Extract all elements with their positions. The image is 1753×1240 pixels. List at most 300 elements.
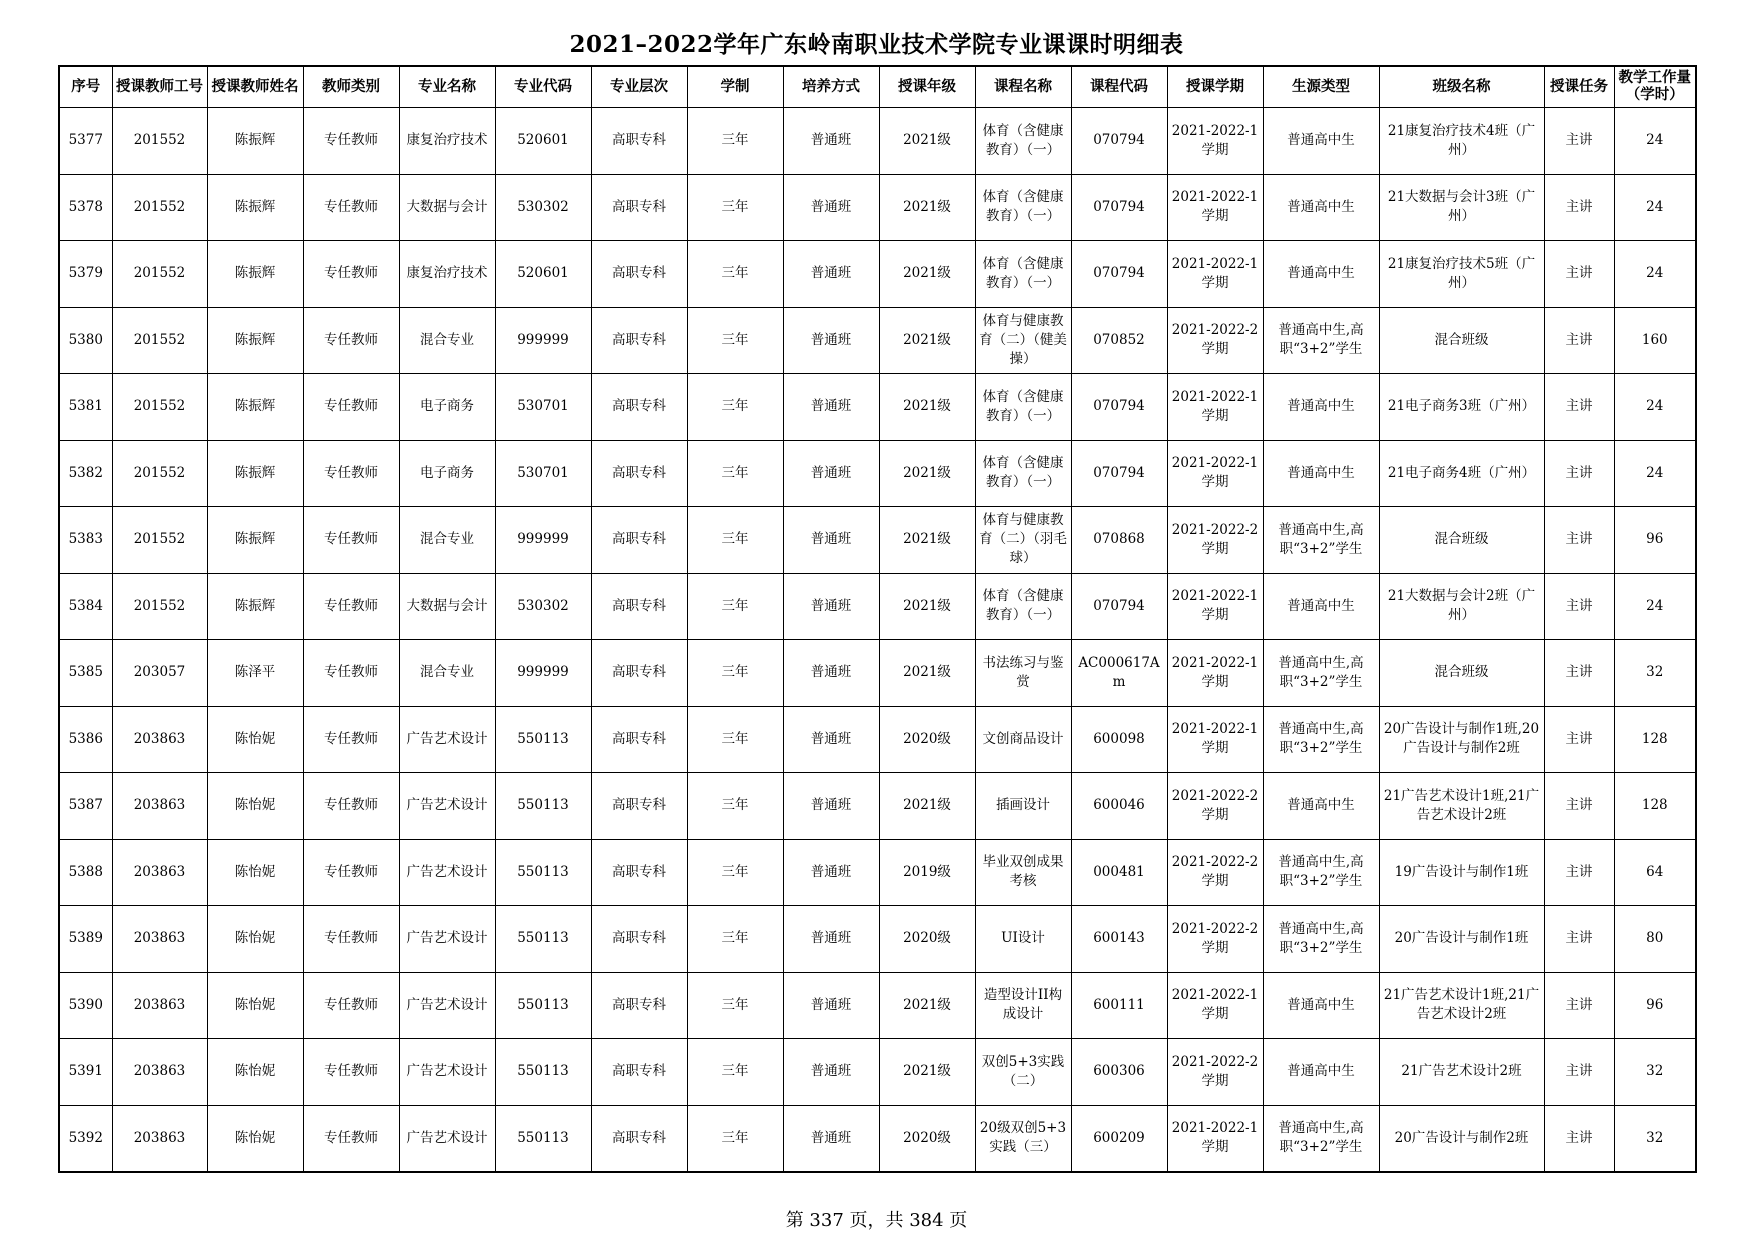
- table-row: [59, 440, 1696, 507]
- seq-cell: 5381: [59, 374, 112, 441]
- teacher-name-cell: 陈怡妮: [207, 1039, 303, 1106]
- seq-cell: 5383: [59, 507, 112, 574]
- table-row: [59, 773, 1696, 840]
- major-code-cell: 520601: [495, 241, 591, 308]
- training-mode-cell: 普通班: [783, 972, 879, 1039]
- course-code-cell: 070794: [1071, 108, 1167, 175]
- grade-cell: 2021级: [879, 640, 975, 707]
- level-cell: 高职专科: [591, 706, 687, 773]
- teacher-name-cell: 陈怡妮: [207, 706, 303, 773]
- workload-cell: 80: [1614, 906, 1696, 973]
- column-header: 学制: [687, 66, 783, 108]
- teacher-name-cell: 陈振辉: [207, 440, 303, 507]
- workload-cell: 128: [1614, 706, 1696, 773]
- term-cell: 2021-2022-2学期: [1167, 1039, 1263, 1106]
- page-title: 2021–2022学年广东岭南职业技术学院专业课课时明细表: [569, 31, 1184, 58]
- level-cell: 高职专科: [591, 839, 687, 906]
- training-mode-cell: 普通班: [783, 906, 879, 973]
- teacher-name-cell: 陈振辉: [207, 507, 303, 574]
- teacher-id-cell: 203863: [112, 706, 207, 773]
- course-code-cell: 600143: [1071, 906, 1167, 973]
- table-row: [59, 108, 1696, 175]
- page-number: 第 337 页，共 384 页: [785, 1210, 968, 1231]
- teacher-type-cell: 专任教师: [303, 374, 399, 441]
- column-header: 授课学期: [1167, 66, 1263, 108]
- student-source-cell: 普通高中生: [1263, 1039, 1379, 1106]
- major-name-cell: 大数据与会计: [399, 174, 495, 241]
- course-name-cell: 文创商品设计: [975, 706, 1071, 773]
- training-mode-cell: 普通班: [783, 573, 879, 640]
- table-row: [59, 174, 1696, 241]
- class-name-cell: 21广告艺术设计1班,21广告艺术设计2班: [1379, 773, 1544, 840]
- major-name-cell: 广告艺术设计: [399, 773, 495, 840]
- duration-cell: 三年: [687, 1039, 783, 1106]
- course-name-cell: 体育与健康教育（二）（健美操）: [975, 307, 1071, 374]
- major-name-cell: 广告艺术设计: [399, 1039, 495, 1106]
- task-cell: 主讲: [1544, 573, 1614, 640]
- workload-cell: 32: [1614, 1039, 1696, 1106]
- teacher-type-cell: 专任教师: [303, 573, 399, 640]
- workload-cell: 128: [1614, 773, 1696, 840]
- teacher-name-cell: 陈振辉: [207, 374, 303, 441]
- table-row: [59, 640, 1696, 707]
- major-code-cell: 999999: [495, 307, 591, 374]
- student-source-cell: 普通高中生,高职“3+2”学生: [1263, 507, 1379, 574]
- column-header: 培养方式: [783, 66, 879, 108]
- training-mode-cell: 普通班: [783, 108, 879, 175]
- teacher-type-cell: 专任教师: [303, 1105, 399, 1172]
- seq-cell: 5378: [59, 174, 112, 241]
- task-cell: 主讲: [1544, 972, 1614, 1039]
- teacher-type-cell: 专任教师: [303, 507, 399, 574]
- term-cell: 2021-2022-1学期: [1167, 174, 1263, 241]
- course-name-cell: 体育（含健康教育）（一）: [975, 108, 1071, 175]
- level-cell: 高职专科: [591, 174, 687, 241]
- grade-cell: 2021级: [879, 108, 975, 175]
- major-code-cell: 550113: [495, 906, 591, 973]
- training-mode-cell: 普通班: [783, 773, 879, 840]
- teacher-type-cell: 专任教师: [303, 174, 399, 241]
- course-code-cell: 070868: [1071, 507, 1167, 574]
- training-mode-cell: 普通班: [783, 640, 879, 707]
- level-cell: 高职专科: [591, 1039, 687, 1106]
- student-source-cell: 普通高中生: [1263, 773, 1379, 840]
- task-cell: 主讲: [1544, 706, 1614, 773]
- training-mode-cell: 普通班: [783, 440, 879, 507]
- table-row: [59, 972, 1696, 1039]
- duration-cell: 三年: [687, 241, 783, 308]
- duration-cell: 三年: [687, 839, 783, 906]
- duration-cell: 三年: [687, 108, 783, 175]
- course-name-cell: 书法练习与鉴赏: [975, 640, 1071, 707]
- duration-cell: 三年: [687, 906, 783, 973]
- teacher-id-cell: 201552: [112, 374, 207, 441]
- teacher-name-cell: 陈振辉: [207, 573, 303, 640]
- duration-cell: 三年: [687, 374, 783, 441]
- major-name-cell: 广告艺术设计: [399, 706, 495, 773]
- workload-cell: 24: [1614, 374, 1696, 441]
- task-cell: 主讲: [1544, 773, 1614, 840]
- column-header: 教师类别: [303, 66, 399, 108]
- teacher-id-cell: 203057: [112, 640, 207, 707]
- training-mode-cell: 普通班: [783, 1039, 879, 1106]
- class-name-cell: 21大数据与会计3班（广州）: [1379, 174, 1544, 241]
- course-name-cell: 体育（含健康教育）（一）: [975, 374, 1071, 441]
- seq-cell: 5382: [59, 440, 112, 507]
- duration-cell: 三年: [687, 972, 783, 1039]
- grade-cell: 2021级: [879, 1039, 975, 1106]
- teacher-type-cell: 专任教师: [303, 906, 399, 973]
- task-cell: 主讲: [1544, 440, 1614, 507]
- teacher-id-cell: 203863: [112, 972, 207, 1039]
- grade-cell: 2021级: [879, 374, 975, 441]
- workload-cell: 24: [1614, 108, 1696, 175]
- column-header: 专业层次: [591, 66, 687, 108]
- duration-cell: 三年: [687, 1105, 783, 1172]
- workload-cell: 24: [1614, 174, 1696, 241]
- task-cell: 主讲: [1544, 507, 1614, 574]
- student-source-cell: 普通高中生,高职“3+2”学生: [1263, 906, 1379, 973]
- table-row: [59, 1105, 1696, 1172]
- seq-cell: 5379: [59, 241, 112, 308]
- student-source-cell: 普通高中生: [1263, 573, 1379, 640]
- seq-cell: 5377: [59, 108, 112, 175]
- table-row: [59, 839, 1696, 906]
- class-name-cell: 21广告艺术设计2班: [1379, 1039, 1544, 1106]
- term-cell: 2021-2022-2学期: [1167, 307, 1263, 374]
- teacher-id-cell: 203863: [112, 906, 207, 973]
- class-name-cell: 21电子商务4班（广州）: [1379, 440, 1544, 507]
- course-code-cell: 600111: [1071, 972, 1167, 1039]
- table-header-row: [59, 66, 1696, 108]
- grade-cell: 2019级: [879, 839, 975, 906]
- grade-cell: 2021级: [879, 241, 975, 308]
- grade-cell: 2021级: [879, 573, 975, 640]
- grade-cell: 2020级: [879, 706, 975, 773]
- task-cell: 主讲: [1544, 174, 1614, 241]
- major-code-cell: 530701: [495, 374, 591, 441]
- table-row: [59, 507, 1696, 574]
- grade-cell: 2021级: [879, 507, 975, 574]
- duration-cell: 三年: [687, 640, 783, 707]
- course-name-cell: 体育（含健康教育）（一）: [975, 573, 1071, 640]
- duration-cell: 三年: [687, 174, 783, 241]
- duration-cell: 三年: [687, 440, 783, 507]
- major-code-cell: 999999: [495, 640, 591, 707]
- training-mode-cell: 普通班: [783, 1105, 879, 1172]
- term-cell: 2021-2022-1学期: [1167, 241, 1263, 308]
- teacher-type-cell: 专任教师: [303, 307, 399, 374]
- level-cell: 高职专科: [591, 507, 687, 574]
- teacher-name-cell: 陈怡妮: [207, 972, 303, 1039]
- course-code-cell: 070794: [1071, 374, 1167, 441]
- grade-cell: 2021级: [879, 174, 975, 241]
- training-mode-cell: 普通班: [783, 507, 879, 574]
- class-name-cell: 混合班级: [1379, 507, 1544, 574]
- term-cell: 2021-2022-1学期: [1167, 972, 1263, 1039]
- table-row: [59, 706, 1696, 773]
- course-name-cell: 体育（含健康教育）（一）: [975, 174, 1071, 241]
- teacher-id-cell: 201552: [112, 108, 207, 175]
- seq-cell: 5385: [59, 640, 112, 707]
- course-code-cell: 000481: [1071, 839, 1167, 906]
- class-name-cell: 21电子商务3班（广州）: [1379, 374, 1544, 441]
- course-name-cell: 插画设计: [975, 773, 1071, 840]
- training-mode-cell: 普通班: [783, 374, 879, 441]
- task-cell: 主讲: [1544, 307, 1614, 374]
- column-header: 课程代码: [1071, 66, 1167, 108]
- level-cell: 高职专科: [591, 374, 687, 441]
- grade-cell: 2021级: [879, 773, 975, 840]
- workload-cell: 96: [1614, 507, 1696, 574]
- class-name-cell: 20广告设计与制作1班,20广告设计与制作2班: [1379, 706, 1544, 773]
- major-name-cell: 康复治疗技术: [399, 241, 495, 308]
- workload-cell: 32: [1614, 1105, 1696, 1172]
- column-header: 授课任务: [1544, 66, 1614, 108]
- duration-cell: 三年: [687, 773, 783, 840]
- course-name-cell: 体育与健康教育（二）（羽毛球）: [975, 507, 1071, 574]
- teacher-id-cell: 201552: [112, 573, 207, 640]
- column-header: 教学工作量（学时）: [1614, 66, 1696, 108]
- class-name-cell: 21大数据与会计2班（广州）: [1379, 573, 1544, 640]
- course-code-cell: 070794: [1071, 573, 1167, 640]
- duration-cell: 三年: [687, 706, 783, 773]
- student-source-cell: 普通高中生: [1263, 440, 1379, 507]
- seq-cell: 5392: [59, 1105, 112, 1172]
- training-mode-cell: 普通班: [783, 307, 879, 374]
- course-name-cell: 造型设计II构成设计: [975, 972, 1071, 1039]
- teacher-name-cell: 陈振辉: [207, 241, 303, 308]
- task-cell: 主讲: [1544, 839, 1614, 906]
- major-code-cell: 550113: [495, 972, 591, 1039]
- course-code-cell: 600046: [1071, 773, 1167, 840]
- seq-cell: 5390: [59, 972, 112, 1039]
- teacher-name-cell: 陈振辉: [207, 174, 303, 241]
- column-header: 序号: [59, 66, 112, 108]
- task-cell: 主讲: [1544, 640, 1614, 707]
- grade-cell: 2020级: [879, 1105, 975, 1172]
- course-code-cell: 600306: [1071, 1039, 1167, 1106]
- course-code-cell: 600098: [1071, 706, 1167, 773]
- course-code-cell: 070794: [1071, 440, 1167, 507]
- workload-cell: 96: [1614, 972, 1696, 1039]
- teacher-type-cell: 专任教师: [303, 706, 399, 773]
- level-cell: 高职专科: [591, 640, 687, 707]
- term-cell: 2021-2022-1学期: [1167, 374, 1263, 441]
- grade-cell: 2021级: [879, 307, 975, 374]
- major-name-cell: 混合专业: [399, 507, 495, 574]
- term-cell: 2021-2022-1学期: [1167, 573, 1263, 640]
- major-code-cell: 530302: [495, 174, 591, 241]
- column-header: 授课教师工号: [112, 66, 207, 108]
- major-code-cell: 550113: [495, 706, 591, 773]
- table-row: [59, 307, 1696, 374]
- level-cell: 高职专科: [591, 440, 687, 507]
- course-name-cell: 体育（含健康教育）（一）: [975, 440, 1071, 507]
- teacher-id-cell: 203863: [112, 1105, 207, 1172]
- teacher-type-cell: 专任教师: [303, 773, 399, 840]
- course-code-cell: 070794: [1071, 241, 1167, 308]
- teacher-type-cell: 专任教师: [303, 1039, 399, 1106]
- column-header: 专业代码: [495, 66, 591, 108]
- major-name-cell: 广告艺术设计: [399, 972, 495, 1039]
- major-name-cell: 混合专业: [399, 640, 495, 707]
- training-mode-cell: 普通班: [783, 174, 879, 241]
- seq-cell: 5386: [59, 706, 112, 773]
- level-cell: 高职专科: [591, 972, 687, 1039]
- grade-cell: 2021级: [879, 440, 975, 507]
- major-code-cell: 520601: [495, 108, 591, 175]
- class-name-cell: 21广告艺术设计1班,21广告艺术设计2班: [1379, 972, 1544, 1039]
- teacher-id-cell: 201552: [112, 307, 207, 374]
- teacher-name-cell: 陈振辉: [207, 307, 303, 374]
- term-cell: 2021-2022-1学期: [1167, 440, 1263, 507]
- seq-cell: 5380: [59, 307, 112, 374]
- training-mode-cell: 普通班: [783, 706, 879, 773]
- level-cell: 高职专科: [591, 307, 687, 374]
- teacher-id-cell: 203863: [112, 839, 207, 906]
- teacher-type-cell: 专任教师: [303, 640, 399, 707]
- course-code-cell: AC000617Am: [1071, 640, 1167, 707]
- term-cell: 2021-2022-2学期: [1167, 773, 1263, 840]
- course-name-cell: 体育（含健康教育）（一）: [975, 241, 1071, 308]
- major-name-cell: 混合专业: [399, 307, 495, 374]
- term-cell: 2021-2022-2学期: [1167, 839, 1263, 906]
- major-code-cell: 530302: [495, 573, 591, 640]
- seq-cell: 5387: [59, 773, 112, 840]
- level-cell: 高职专科: [591, 1105, 687, 1172]
- student-source-cell: 普通高中生: [1263, 241, 1379, 308]
- major-name-cell: 广告艺术设计: [399, 839, 495, 906]
- training-mode-cell: 普通班: [783, 241, 879, 308]
- student-source-cell: 普通高中生,高职“3+2”学生: [1263, 706, 1379, 773]
- column-header: 授课教师姓名: [207, 66, 303, 108]
- course-code-cell: 070794: [1071, 174, 1167, 241]
- teacher-type-cell: 专任教师: [303, 440, 399, 507]
- teacher-id-cell: 201552: [112, 241, 207, 308]
- course-code-cell: 070852: [1071, 307, 1167, 374]
- teacher-name-cell: 陈泽平: [207, 640, 303, 707]
- task-cell: 主讲: [1544, 1039, 1614, 1106]
- column-header: 生源类型: [1263, 66, 1379, 108]
- teacher-id-cell: 203863: [112, 773, 207, 840]
- column-header: 课程名称: [975, 66, 1071, 108]
- task-cell: 主讲: [1544, 108, 1614, 175]
- table-row: [59, 573, 1696, 640]
- teacher-name-cell: 陈怡妮: [207, 1105, 303, 1172]
- term-cell: 2021-2022-1学期: [1167, 706, 1263, 773]
- student-source-cell: 普通高中生,高职“3+2”学生: [1263, 1105, 1379, 1172]
- class-name-cell: 20广告设计与制作1班: [1379, 906, 1544, 973]
- seq-cell: 5391: [59, 1039, 112, 1106]
- class-name-cell: 21康复治疗技术4班（广州）: [1379, 108, 1544, 175]
- class-name-cell: 21康复治疗技术5班（广州）: [1379, 241, 1544, 308]
- major-code-cell: 550113: [495, 1105, 591, 1172]
- major-name-cell: 电子商务: [399, 374, 495, 441]
- teacher-name-cell: 陈怡妮: [207, 839, 303, 906]
- student-source-cell: 普通高中生,高职“3+2”学生: [1263, 839, 1379, 906]
- major-name-cell: 广告艺术设计: [399, 906, 495, 973]
- term-cell: 2021-2022-2学期: [1167, 507, 1263, 574]
- class-name-cell: 20广告设计与制作2班: [1379, 1105, 1544, 1172]
- grade-cell: 2021级: [879, 972, 975, 1039]
- workload-cell: 160: [1614, 307, 1696, 374]
- course-name-cell: 双创5+3实践（二）: [975, 1039, 1071, 1106]
- table-row: [59, 906, 1696, 973]
- teacher-id-cell: 201552: [112, 507, 207, 574]
- table-row: [59, 1039, 1696, 1106]
- term-cell: 2021-2022-1学期: [1167, 640, 1263, 707]
- level-cell: 高职专科: [591, 773, 687, 840]
- seq-cell: 5389: [59, 906, 112, 973]
- column-header: 专业名称: [399, 66, 495, 108]
- course-name-cell: 20级双创5+3实践（三）: [975, 1105, 1071, 1172]
- duration-cell: 三年: [687, 573, 783, 640]
- teacher-name-cell: 陈振辉: [207, 108, 303, 175]
- level-cell: 高职专科: [591, 573, 687, 640]
- seq-cell: 5384: [59, 573, 112, 640]
- task-cell: 主讲: [1544, 1105, 1614, 1172]
- teacher-name-cell: 陈怡妮: [207, 906, 303, 973]
- student-source-cell: 普通高中生: [1263, 174, 1379, 241]
- teacher-id-cell: 201552: [112, 440, 207, 507]
- major-name-cell: 大数据与会计: [399, 573, 495, 640]
- major-code-cell: 530701: [495, 440, 591, 507]
- seq-cell: 5388: [59, 839, 112, 906]
- training-mode-cell: 普通班: [783, 839, 879, 906]
- task-cell: 主讲: [1544, 906, 1614, 973]
- teacher-type-cell: 专任教师: [303, 839, 399, 906]
- student-source-cell: 普通高中生,高职“3+2”学生: [1263, 640, 1379, 707]
- workload-cell: 24: [1614, 573, 1696, 640]
- duration-cell: 三年: [687, 307, 783, 374]
- workload-cell: 64: [1614, 839, 1696, 906]
- term-cell: 2021-2022-1学期: [1167, 1105, 1263, 1172]
- class-name-cell: 混合班级: [1379, 640, 1544, 707]
- level-cell: 高职专科: [591, 906, 687, 973]
- teacher-type-cell: 专任教师: [303, 108, 399, 175]
- major-name-cell: 康复治疗技术: [399, 108, 495, 175]
- teacher-name-cell: 陈怡妮: [207, 773, 303, 840]
- student-source-cell: 普通高中生: [1263, 374, 1379, 441]
- student-source-cell: 普通高中生,高职“3+2”学生: [1263, 307, 1379, 374]
- workload-cell: 24: [1614, 241, 1696, 308]
- major-code-cell: 550113: [495, 839, 591, 906]
- course-hours-table: [58, 65, 1697, 1173]
- teacher-type-cell: 专任教师: [303, 972, 399, 1039]
- task-cell: 主讲: [1544, 374, 1614, 441]
- major-name-cell: 广告艺术设计: [399, 1105, 495, 1172]
- task-cell: 主讲: [1544, 241, 1614, 308]
- term-cell: 2021-2022-2学期: [1167, 906, 1263, 973]
- workload-cell: 32: [1614, 640, 1696, 707]
- table-row: [59, 374, 1696, 441]
- table-body: [59, 108, 1696, 1173]
- column-header: 授课年级: [879, 66, 975, 108]
- course-name-cell: 毕业双创成果考核: [975, 839, 1071, 906]
- duration-cell: 三年: [687, 507, 783, 574]
- workload-cell: 24: [1614, 440, 1696, 507]
- class-name-cell: 19广告设计与制作1班: [1379, 839, 1544, 906]
- teacher-id-cell: 203863: [112, 1039, 207, 1106]
- column-header: 班级名称: [1379, 66, 1544, 108]
- major-code-cell: 550113: [495, 1039, 591, 1106]
- term-cell: 2021-2022-1学期: [1167, 108, 1263, 175]
- grade-cell: 2020级: [879, 906, 975, 973]
- student-source-cell: 普通高中生: [1263, 972, 1379, 1039]
- student-source-cell: 普通高中生: [1263, 108, 1379, 175]
- teacher-id-cell: 201552: [112, 174, 207, 241]
